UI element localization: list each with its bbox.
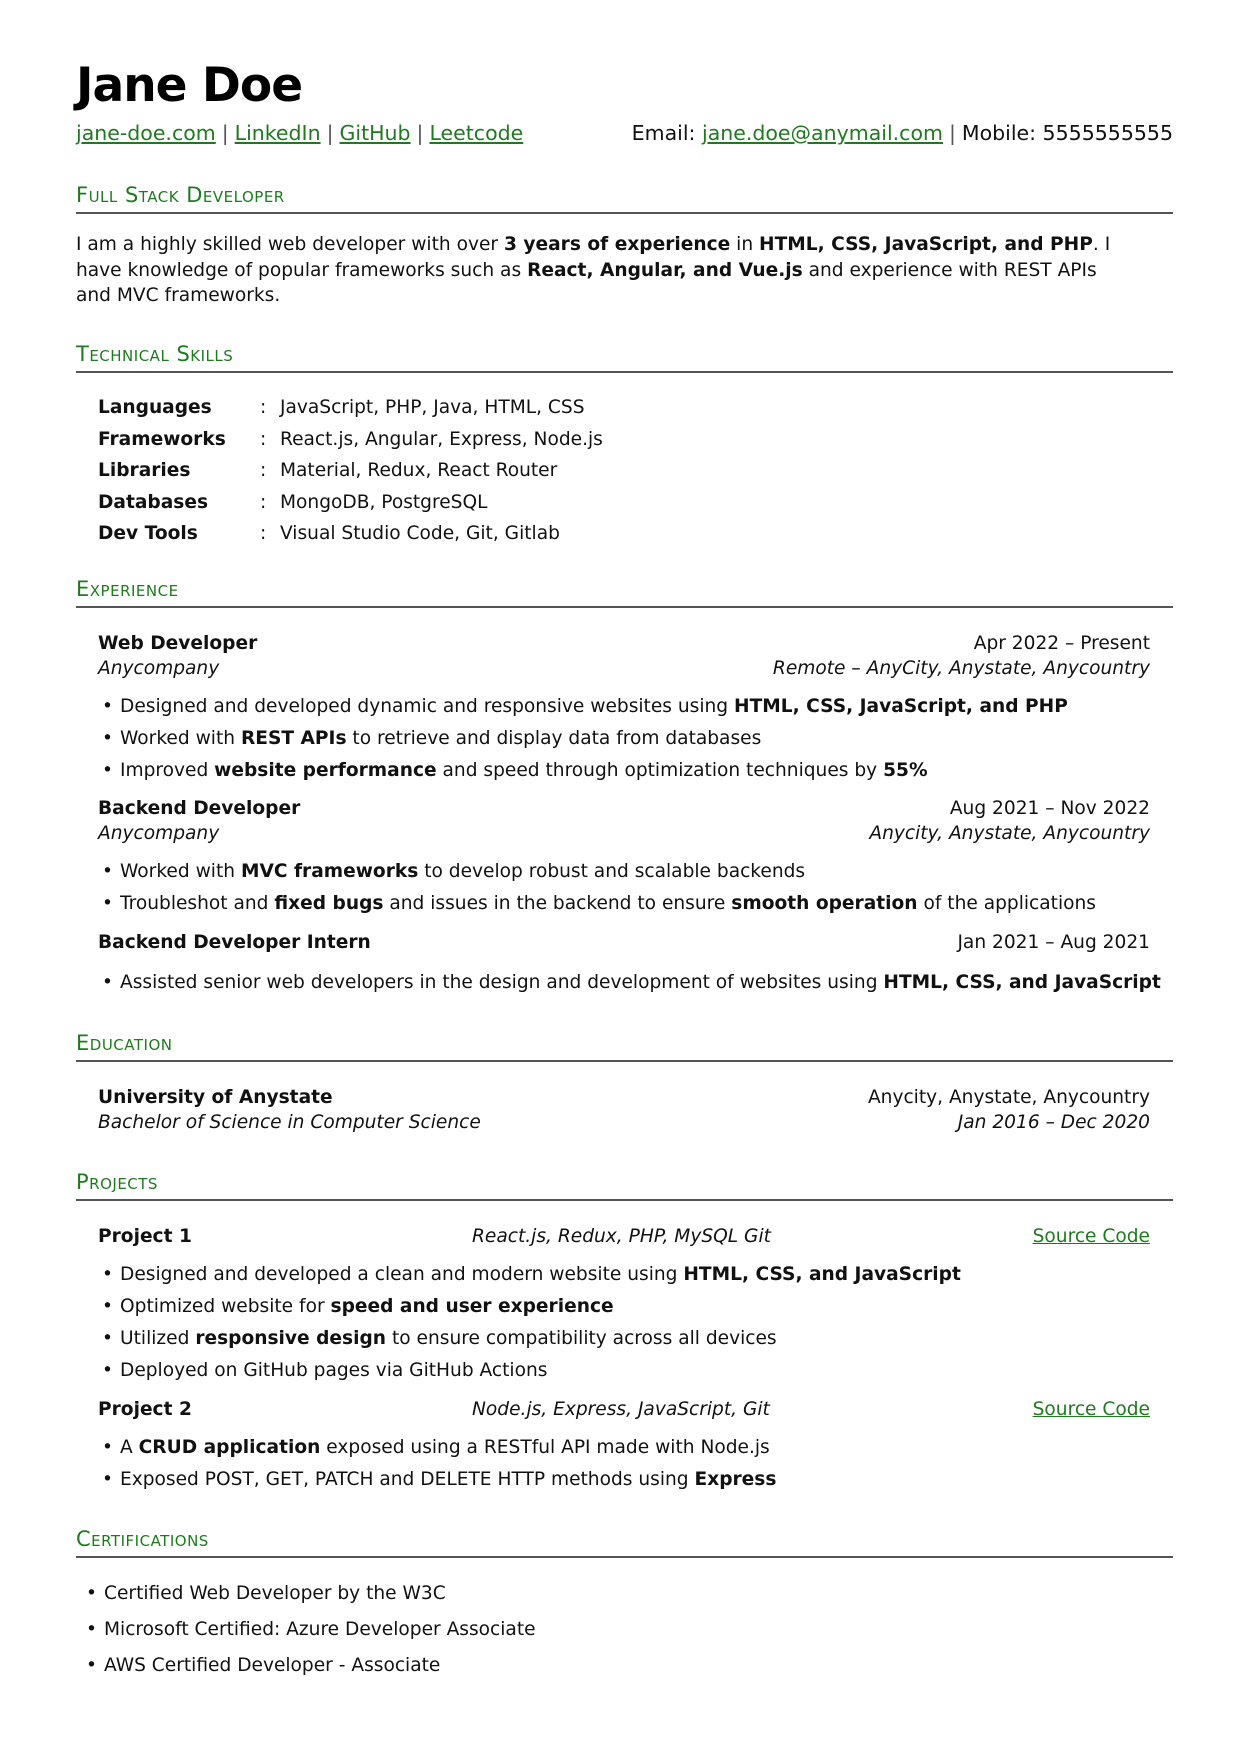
certifications-list [82, 1583, 536, 1691]
project-bullets [98, 1264, 961, 1392]
candidate-name: Jane Doe [76, 58, 303, 113]
list-item: • Designed and developed a clean and modern website using HTML, CSS, and JavaScript [98, 1264, 961, 1296]
job-location: Anycity, Anystate, Anycountry [869, 823, 1150, 844]
contact-details: Email: jane.doe@anymail.com | Mobile: 5555555555 [631, 121, 1173, 145]
section-title-summary: Full Stack Developer [76, 183, 285, 207]
project-name: Project 2 [98, 1399, 192, 1420]
section-title-education: Education [76, 1031, 173, 1055]
list-item: • Deployed on GitHub pages via GitHub Actions [98, 1360, 961, 1392]
project-entry [98, 1226, 1150, 1251]
job-entry [98, 932, 1150, 957]
job-bullets [98, 861, 1096, 925]
list-item: • Improved website performance and speed through optimization techniques by 55% [98, 760, 1068, 792]
job-role: Backend Developer [98, 798, 301, 819]
job-bullets [98, 696, 1068, 792]
website-link[interactable]: jane-doe.com [76, 121, 216, 145]
list-item: • A CRUD application exposed using a RESTful API made with Node.js [98, 1437, 776, 1469]
section-divider [76, 371, 1173, 373]
job-entry [98, 798, 1150, 848]
job-entry [98, 633, 1150, 683]
resume-page: Jane Doe jane-doe.com | LinkedIn | GitHub | Leetcode Email: jane.doe@anymail.com | Mobile: 5555555555 Full Stack Developer I am a highly skilled web developer with over 3 years of experience in HTML, CSS, JavaScript, and PHP. I have knowledge of popular frameworks such as React, Angular, and Vue.js and experience with REST APIs and MVC frameworks. Technical Skills Languages : JavaScript, PHP, Java, HTML, CSS Frameworks : React.js, Angular, Express, Node.js Libraries : Material, Redux, React Router Databases : MongoDB, PostgreSQL Dev Tools : Visual Studio Code, Git, Gitlab Experience Web Developer Apr 2022 – Present Anycompany Remote – AnyCity, Anystate, Anycountry • Designed and developed dynamic and responsive websites using HTML, CSS, JavaScript, and PHP • Worked with REST APIs to retrieve and display data from databases • Improved website performance and speed through optimization techniques by 55% Backend Developer Aug 2021 – Nov 2022 Anycompany Anycity, Anystate, Anycountry • Worked with MVC frameworks to develop robust and scalable backends • Troubleshot and fixed bugs and issues in the backend to ensure smooth operation of the applications Backend Developer Intern Jan 2021 – Aug 2021 • Assisted senior web developers in the design and development of websites using HTML, CSS, and JavaScript Education University of Anystate Anycity, Anystate, Anycountry Bachelor of Science in Computer Science Jan 2016 – Dec 2020 Projects Project 1 React.js, Redux, PHP, MySQL Git Source Code • Designed and developed a clean and modern website using HTML, CSS, and JavaScript • Optimized website for speed and user experience • Utilized responsive design to ensure compatibility across all devices • Deployed on GitHub pages via GitHub Actions Project 2 Node.js, Express, JavaScript, Git Source Code • A CRUD application exposed using a RESTful API made with Node.js • Exposed POST, GET, PATCH and DELETE HTTP methods using Express Certifications • Certified Web Developer by the W3C • Microsoft Certified: Azure Developer Associate • AWS Certified Developer - Associate [76, 0, 1173, 1754]
list-item: • Exposed POST, GET, PATCH and DELETE HTTP methods using Express [98, 1469, 776, 1501]
source-code-link[interactable]: Source Code [1032, 1226, 1150, 1247]
education-dates: Jan 2016 – Dec 2020 [957, 1112, 1150, 1133]
job-dates: Apr 2022 – Present [973, 633, 1150, 654]
email-link[interactable]: jane.doe@anymail.com [702, 121, 943, 145]
section-title-experience: Experience [76, 577, 179, 601]
project-tech: Node.js, Express, JavaScript, Git [472, 1399, 770, 1420]
section-divider [76, 212, 1173, 214]
profile-links: jane-doe.com | LinkedIn | GitHub | Leetcode [76, 121, 524, 145]
leetcode-link[interactable]: Leetcode [429, 121, 524, 145]
section-title-certifications: Certifications [76, 1527, 209, 1551]
job-dates: Aug 2021 – Nov 2022 [949, 798, 1150, 819]
list-item: • Assisted senior web developers in the design and development of websites using HTML, CSS, and JavaScript [98, 972, 1161, 1004]
school-location: Anycity, Anystate, Anycountry [867, 1087, 1150, 1108]
summary-text: I am a highly skilled web developer with over 3 years of experience in HTML, CSS, JavaScript, and PHP. I have knowledge of popular frameworks such as React, Angular, and Vue.js and experience with REST APIs and MVC frameworks. [76, 234, 1111, 306]
project-tech: React.js, Redux, PHP, MySQL Git [472, 1226, 771, 1247]
degree: Bachelor of Science in Computer Science [98, 1112, 481, 1133]
section-title-skills: Technical Skills [76, 342, 234, 366]
job-company: Anycompany [98, 658, 220, 679]
job-role: Web Developer [98, 633, 258, 654]
list-item: • Microsoft Certified: Azure Developer Associate [82, 1619, 536, 1655]
project-entry [98, 1399, 1150, 1424]
project-name: Project 1 [98, 1226, 192, 1247]
email-label: Email: [631, 121, 696, 145]
job-company: Anycompany [98, 823, 220, 844]
list-item: • Worked with MVC frameworks to develop robust and scalable backends [98, 861, 1096, 893]
mobile-number: Mobile: 5555555555 [961, 121, 1173, 145]
job-location: Remote – AnyCity, Anystate, Anycountry [772, 658, 1150, 679]
education-entry [98, 1087, 1150, 1137]
list-item: • Optimized website for speed and user experience [98, 1296, 961, 1328]
section-divider [76, 1199, 1173, 1201]
section-divider [76, 1060, 1173, 1062]
section-title-projects: Projects [76, 1170, 158, 1194]
school-name: University of Anystate [98, 1087, 333, 1108]
list-item: • Utilized responsive design to ensure compatibility across all devices [98, 1328, 961, 1360]
job-role: Backend Developer Intern [98, 932, 371, 953]
github-link[interactable]: GitHub [339, 121, 411, 145]
list-item: • Worked with REST APIs to retrieve and display data from databases [98, 728, 1068, 760]
list-item: • AWS Certified Developer - Associate [82, 1655, 536, 1691]
list-item: • Troubleshot and fixed bugs and issues in the backend to ensure smooth operation of the applications [98, 893, 1096, 925]
list-item: • Certified Web Developer by the W3C [82, 1583, 536, 1619]
source-code-link[interactable]: Source Code [1032, 1399, 1150, 1420]
section-divider [76, 1556, 1173, 1558]
job-dates: Jan 2021 – Aug 2021 [957, 932, 1150, 953]
linkedin-link[interactable]: LinkedIn [234, 121, 321, 145]
project-bullets [98, 1437, 776, 1501]
job-bullets [98, 972, 1161, 1004]
list-item: • Designed and developed dynamic and responsive websites using HTML, CSS, JavaScript, and PHP [98, 696, 1068, 728]
section-divider [76, 606, 1173, 608]
